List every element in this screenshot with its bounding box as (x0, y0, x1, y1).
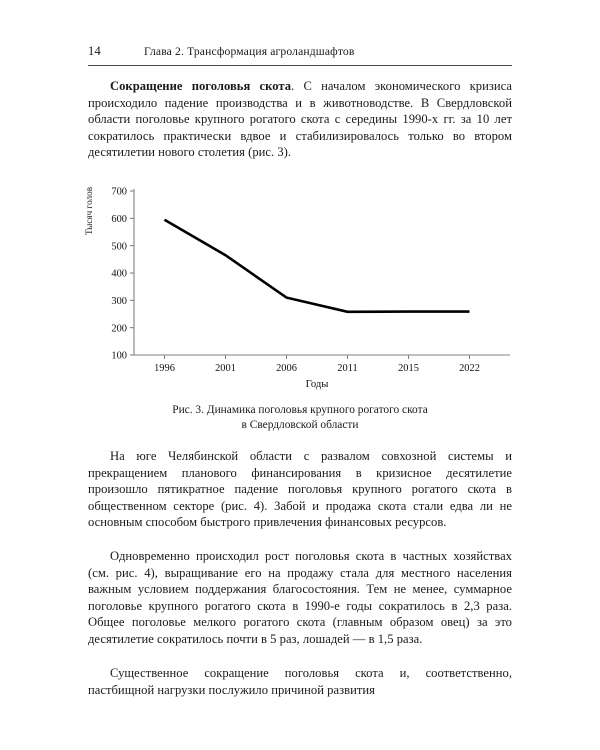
x-axis-title: Годы (305, 379, 329, 390)
y-axis-tick-label: 200 (111, 323, 127, 335)
paragraph-body: . С началом экономического кризиса происходило падение производства и в животноводстве. В Свердловской области поголовье крупного рогатого скота с середины 1990-х гг. за 10 лет сократилось практически вдвое и стабилизировалось только во втором десятилетии нового столетия (рис. 3). (88, 79, 512, 160)
x-axis-tick-label: 2011 (337, 363, 358, 374)
y-axis-title: Тысяч голов (84, 186, 94, 235)
paragraph-text: Одновременно происходил рост поголовья скота в частных хозяйствах (см. рис. 4), выращивание его на продажу стала для местного населения важным условием поддержания благосостояния. Тем не менее, суммарное поголовье крупного рогатого скота в 1990-е годы сократилось в 2,3 раза. Общее поголовье мелкого рогатого скота (главным образом овец) за это десятилетие сократилось почти в 5 раз, лошадей — в 1,5 раза. (88, 549, 512, 646)
x-axis-tick-label: 1996 (154, 363, 175, 374)
header-rule (88, 65, 512, 66)
chapter-title: Глава 2. Трансформация агроландшафтов (144, 45, 355, 58)
paragraph-private-farms (88, 548, 512, 647)
x-axis-tick-label: 2015 (398, 363, 419, 374)
figure-caption-line-1: Рис. 3. Динамика поголовья крупного рогатого скота (172, 404, 428, 416)
chart-container (84, 183, 512, 390)
paragraph-text: Существенное сокращение поголовья скота и, соответственно, пастбищной нагрузки послужило причиной развития (88, 666, 512, 697)
y-axis-tick-label: 100 (111, 350, 127, 362)
data-series-line (165, 220, 470, 312)
figure-caption (88, 403, 512, 433)
x-axis-tick-label: 2022 (459, 363, 480, 374)
page-number: 14 (88, 44, 101, 58)
figure-3 (84, 183, 512, 390)
paragraph-text: На юге Челябинской области с развалом совхозной системы и прекращением планового финансирования в кризисное десятилетие произошло пятикратное падение поголовья крупного рогатого скота в общественном секторе (рис. 4). Забой и продажа скота стали едва ли не основным способом быстрого привлечения финансовых ресурсов. (88, 449, 512, 530)
paragraph-lead-in: Сокращение поголовья скота (110, 79, 292, 93)
paragraph-text (88, 78, 512, 161)
y-axis-tick-label: 300 (111, 295, 127, 307)
y-axis-tick-label: 600 (111, 213, 127, 225)
paragraph-cattle-reduction (88, 78, 512, 161)
line-chart (88, 183, 512, 390)
figure-caption-line-2: в Свердловской области (241, 419, 359, 432)
y-axis-tick-label: 700 (111, 186, 127, 198)
y-axis-tick-label: 400 (111, 268, 127, 280)
paragraph-pasture-load (88, 665, 512, 698)
y-axis-tick-label: 500 (111, 241, 127, 253)
x-axis-tick-label: 2006 (276, 363, 297, 374)
x-axis-tick-label: 2001 (215, 363, 236, 374)
running-head (88, 44, 512, 66)
paragraph-chelyabinsk (88, 448, 512, 531)
